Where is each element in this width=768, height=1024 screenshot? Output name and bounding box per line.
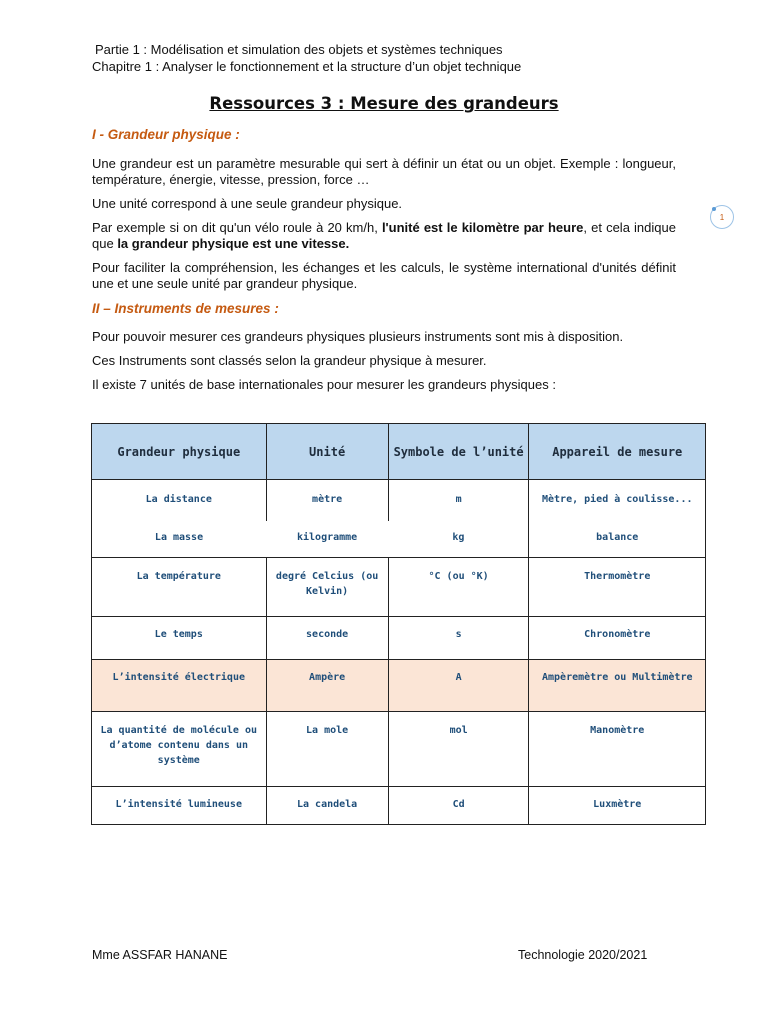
cell-instrument: Manomètre [529, 712, 706, 787]
cell-instrument: Luxmètre [529, 787, 706, 825]
page-number-badge [710, 205, 734, 229]
paragraph-definition: Une grandeur est un paramètre mesurable qui sert à définir un état ou un objet. Exemple : longueur, température, énergie, vitesse, pression, force … [92, 156, 676, 187]
cell-quantity: La quantité de molécule ou d’atome contenu dans un système [92, 712, 267, 787]
table-row [92, 660, 706, 712]
cell-quantity: La température [92, 558, 267, 617]
example-text-a: Par exemple si on dit qu'un vélo roule à 20 km/h, [92, 220, 382, 235]
cell-symbol: A [388, 660, 529, 712]
paragraph-example [92, 220, 676, 252]
section-heading-grandeur: I - Grandeur physique : [92, 127, 240, 142]
cell-quantity: La distance [92, 480, 267, 521]
table-row [92, 787, 706, 825]
header-part: Partie 1 : Modélisation et simulation des objets et systèmes techniques [95, 42, 503, 57]
cell-instrument: Thermomètre [529, 558, 706, 617]
cell-quantity: L’intensité lumineuse [92, 787, 267, 825]
paragraph-si: Pour faciliter la compréhension, les échanges et les calculs, le système international d'unités définit une et une seule unité par grandeur physique. [92, 260, 676, 291]
cell-unit: La candela [266, 787, 388, 825]
table-header-row [92, 424, 706, 480]
header-symbole: Symbole de l’unité [388, 424, 529, 480]
header-appareil: Appareil de mesure [529, 424, 706, 480]
cell-unit: La mole [266, 712, 388, 787]
cell-symbol: mol [388, 712, 529, 787]
page-number: 1 [719, 212, 725, 222]
cell-quantity: L’intensité électrique [92, 660, 267, 712]
table-row [92, 521, 706, 558]
cell-unit: kilogramme [297, 531, 358, 543]
cell-unit: mètre [266, 480, 388, 521]
table-row [92, 480, 706, 521]
paragraph-seven-units: Il existe 7 unités de base internationales pour mesurer les grandeurs physiques : [92, 377, 556, 392]
cell-symbol: Cd [388, 787, 529, 825]
page-title: Ressources 3 : Mesure des grandeurs [209, 94, 559, 113]
units-table [91, 423, 706, 825]
cell-quantity: Le temps [92, 617, 267, 660]
cell-symbol: s [388, 617, 529, 660]
header-unite: Unité [266, 424, 388, 480]
example-text-c: , et cela indique que [92, 220, 676, 251]
table-row [92, 712, 706, 787]
header-chapter: Chapitre 1 : Analyser le fonctionnement et la structure d’un objet technique [92, 59, 522, 74]
section-heading-instruments: II – Instruments de mesures : [92, 301, 279, 316]
footer-subject: Technologie 2020/2021 [518, 948, 648, 962]
cell-instrument: balance [529, 521, 706, 558]
cell-symbol: m [388, 480, 529, 521]
paragraph-unit: Une unité correspond à une seule grandeur physique. [92, 196, 403, 211]
cell-unit: degré Celcius (ou Kelvin) [266, 558, 388, 617]
paragraph-classification: Ces Instruments sont classés selon la grandeur physique à mesurer. [92, 353, 487, 368]
cell-instrument: Mètre, pied à coulisse... [529, 480, 706, 521]
header-grandeur: Grandeur physique [92, 424, 267, 480]
cell-instrument: Ampèremètre ou Multimètre [529, 660, 706, 712]
table-row [92, 558, 706, 617]
cell-symbol: kg [452, 531, 465, 543]
cell-unit: Ampère [266, 660, 388, 712]
example-bold-quantity: la grandeur physique est une vitesse. [117, 236, 350, 251]
cell-unit: seconde [266, 617, 388, 660]
cell-quantity: La masse [92, 521, 267, 558]
footer-author: Mme ASSFAR HANANE [92, 948, 228, 962]
cell-symbol: °C (ou °K) [388, 558, 529, 617]
table-row [92, 617, 706, 660]
example-bold-unit: l'unité est le kilomètre par heure [381, 220, 584, 235]
paragraph-instruments: Pour pouvoir mesurer ces grandeurs physiques plusieurs instruments sont mis à disposition. [92, 329, 624, 344]
cell-instrument: Chronomètre [529, 617, 706, 660]
